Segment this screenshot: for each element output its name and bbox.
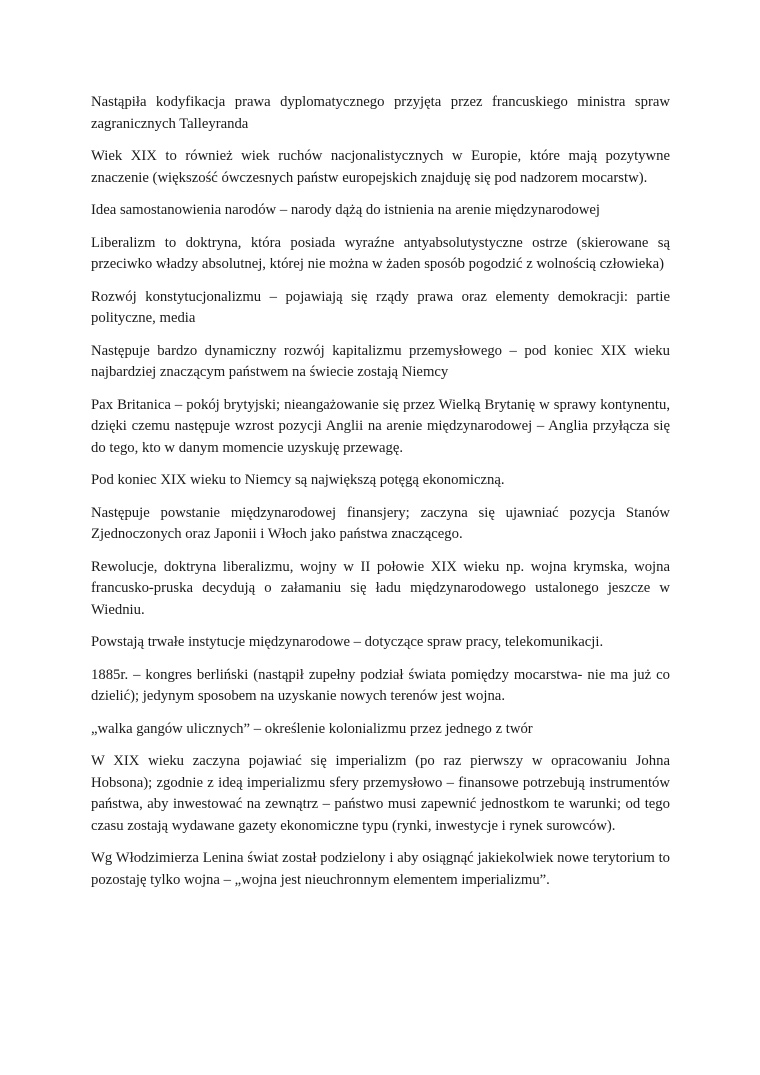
paragraph-4: Liberalizm to doktryna, która posiada wyraźne antyabsolutystyczne ostrze (skierowane są przeciwko władzy absolutnej, której nie można w żaden sposób pogodzić z wolnością człowieka): [91, 234, 670, 272]
paragraph-1: Nastąpiła kodyfikacja prawa dyplomatycznego przyjęta przez francuskiego ministra spraw zagranicznych Talleyranda: [91, 94, 670, 132]
paragraph-7: Pax Britanica – pokój brytyjski; nieangażowanie się przez Wielką Brytanię w sprawy kontynentu, dzięki czemu następuje wzrost pozycji Anglii na arenie międzynarodowej – Anglia przyłącza się do tego, kto w danym momencie uzyskuję przewagę.: [91, 396, 670, 456]
paragraph-5: Rozwój konstytucjonalizmu – pojawiają się rządy prawa oraz elementy demokracji: partie polityczne, media: [91, 288, 670, 326]
paragraph-14: W XIX wieku zaczyna pojawiać się imperializm (po raz pierwszy w opracowaniu Johna Hobsona); zgodnie z ideą imperializmu sfery przemysłowo – finansowe potrzebują instrumentów państwa, aby inwestować na zewnątrz – państwo musi zapewnić jednostkom te warunki; od tego czasu zostają wydawane gazety ekonomiczne typu (rynki, inwestycje i rynek surowców).: [91, 753, 670, 834]
paragraph-6: Następuje bardzo dynamiczny rozwój kapitalizmu przemysłowego – pod koniec XIX wieku najbardziej znaczącym państwem na świecie zostają Niemcy: [91, 342, 670, 380]
paragraph-15: Wg Włodzimierza Lenina świat został podzielony i aby osiągnąć jakiekolwiek nowe terytorium to pozostaję tylko wojna – „wojna jest nieuchronnym elementem imperializmu”.: [91, 850, 670, 888]
paragraph-10: Rewolucje, doktryna liberalizmu, wojny w II połowie XIX wieku np. wojna krymska, wojna francusko-pruska decydują o załamaniu się ładu międzynarodowego ustalonego jeszcze w Wiedniu.: [91, 558, 670, 618]
paragraph-13: „walka gangów ulicznych” – określenie kolonializmu przez jednego z twór: [91, 720, 533, 737]
paragraph-9: Następuje powstanie międzynarodowej finansjery; zaczyna się ujawniać pozycja Stanów Zjednoczonych oraz Japonii i Włoch jako państwa znaczącego.: [91, 504, 670, 542]
document-body: [91, 92, 670, 902]
paragraph-3: Idea samostanowienia narodów – narody dążą do istnienia na arenie międzynarodowej: [91, 202, 600, 218]
paragraph-12: 1885r. – kongres berliński (nastąpił zupełny podział świata pomiędzy mocarstwa- nie ma już co dzielić); jedynym sposobem na uzyskanie nowych terenów jest wojna.: [91, 666, 670, 704]
paragraph-11: Powstają trwałe instytucje międzynarodowe – dotyczące spraw pracy, telekomunikacji.: [91, 634, 604, 650]
paragraph-2: Wiek XIX to również wiek ruchów nacjonalistycznych w Europie, które mają pozytywne znaczenie (większość ówczesnych państw europejskich znajduję się pod nadzorem mocarstw).: [91, 148, 670, 186]
paragraph-8: Pod koniec XIX wieku to Niemcy są największą potęgą ekonomiczną.: [91, 472, 505, 488]
